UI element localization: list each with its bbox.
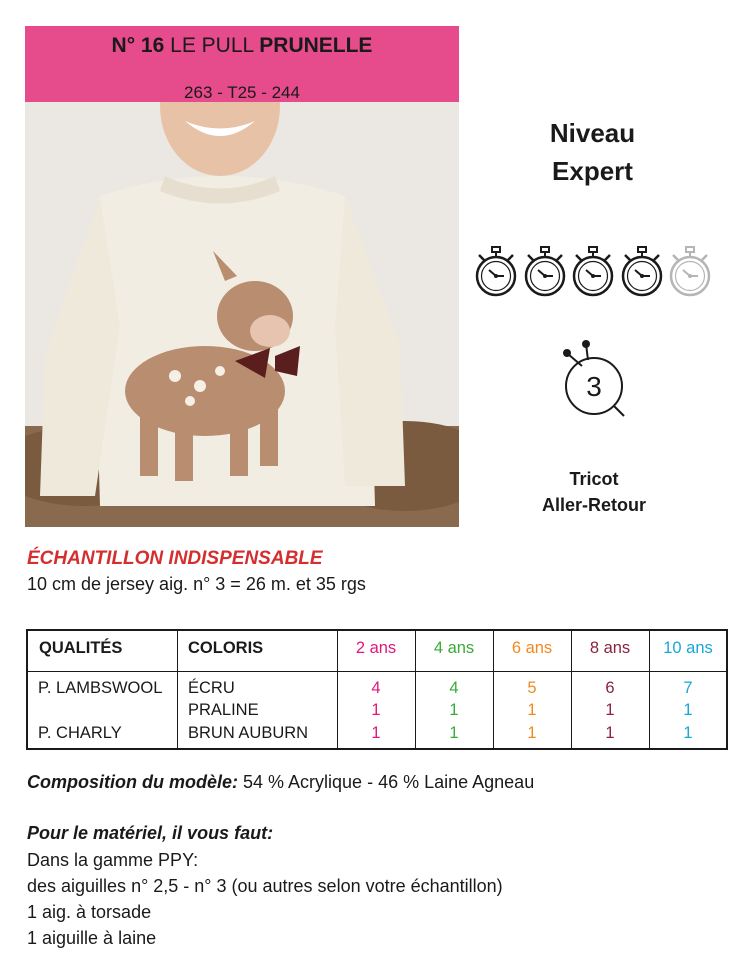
row-quantity: 1 — [449, 701, 459, 719]
gauge-text: 10 cm de jersey aig. n° 3 = 26 m. et 35 rgs — [27, 574, 366, 594]
composition-value: 54 % Acrylique - 46 % Laine Agneau — [238, 772, 535, 792]
table-header-divider — [28, 671, 726, 672]
level-heading — [490, 114, 695, 190]
header-size: 4 ans — [433, 639, 475, 657]
stopwatch-icon — [474, 245, 518, 299]
row-coloris: ÉCRU — [188, 679, 235, 697]
header-size: 6 ans — [511, 639, 553, 657]
row-quantity: 1 — [527, 724, 537, 742]
row-quantity: 1 — [371, 701, 381, 719]
needle-size-number: 3 — [586, 371, 602, 402]
pattern-number: N° 16 — [111, 34, 165, 57]
header-qualites: QUALITÉS — [39, 639, 123, 657]
level-value: Expert — [552, 156, 633, 186]
header-size: 10 ans — [663, 639, 713, 657]
composition — [27, 772, 534, 793]
row-quantity: 1 — [683, 701, 693, 719]
row-quantity: 1 — [527, 701, 537, 719]
stopwatch-icon — [620, 245, 664, 299]
row-quantity: 6 — [605, 679, 615, 697]
table-col-divider — [177, 631, 178, 748]
row-quantity: 7 — [683, 679, 693, 697]
difficulty-timers — [474, 245, 714, 301]
row-quantity: 1 — [605, 724, 615, 742]
materials-line: des aiguilles n° 2,5 - n° 3 (ou autres selon votre échantillon) — [27, 876, 503, 896]
row-quantity: 1 — [449, 724, 459, 742]
pattern-type: LE PULL — [170, 34, 254, 57]
row-quantity: 5 — [527, 679, 537, 697]
pattern-title — [25, 34, 459, 58]
title-banner — [25, 26, 459, 102]
row-quantity: 1 — [683, 724, 693, 742]
composition-label: Composition du modèle: — [27, 772, 238, 792]
materials-line: Dans la gamme PPY: — [27, 850, 199, 870]
materials-line: 1 aig. à torsade — [27, 902, 152, 922]
row-coloris: PRALINE — [188, 701, 259, 719]
knitting-needle-icon — [558, 340, 630, 422]
row-quantity: 4 — [449, 679, 459, 697]
technique-line1: Tricot — [569, 469, 619, 489]
technique-line2: Aller-Retour — [541, 495, 646, 515]
stopwatch-icon — [571, 245, 615, 299]
stopwatch-icon — [523, 245, 567, 299]
row-qualite: P. LAMBSWOOL — [38, 679, 163, 697]
row-qualite: P. CHARLY — [38, 724, 122, 742]
row-quantity: 1 — [371, 724, 381, 742]
materials-title: Pour le matériel, il vous faut: — [27, 823, 274, 843]
materials-line: 1 aiguille à laine — [27, 928, 157, 948]
header-size: 8 ans — [589, 639, 631, 657]
row-quantity: 4 — [371, 679, 381, 697]
header-coloris: COLORIS — [188, 639, 264, 657]
gauge-title: ÉCHANTILLON INDISPENSABLE — [27, 548, 323, 569]
technique — [496, 466, 692, 518]
yarn-table — [26, 629, 728, 750]
level-label: Niveau — [549, 118, 636, 148]
pattern-references: 263 - T25 - 244 — [184, 83, 300, 102]
row-coloris: BRUN AUBURN — [188, 724, 309, 742]
stopwatch-icon — [668, 245, 712, 299]
pattern-name: PRUNELLE — [259, 34, 373, 57]
row-quantity: 1 — [605, 701, 615, 719]
header-size: 2 ans — [355, 639, 397, 657]
needle-size-badge — [558, 340, 630, 422]
